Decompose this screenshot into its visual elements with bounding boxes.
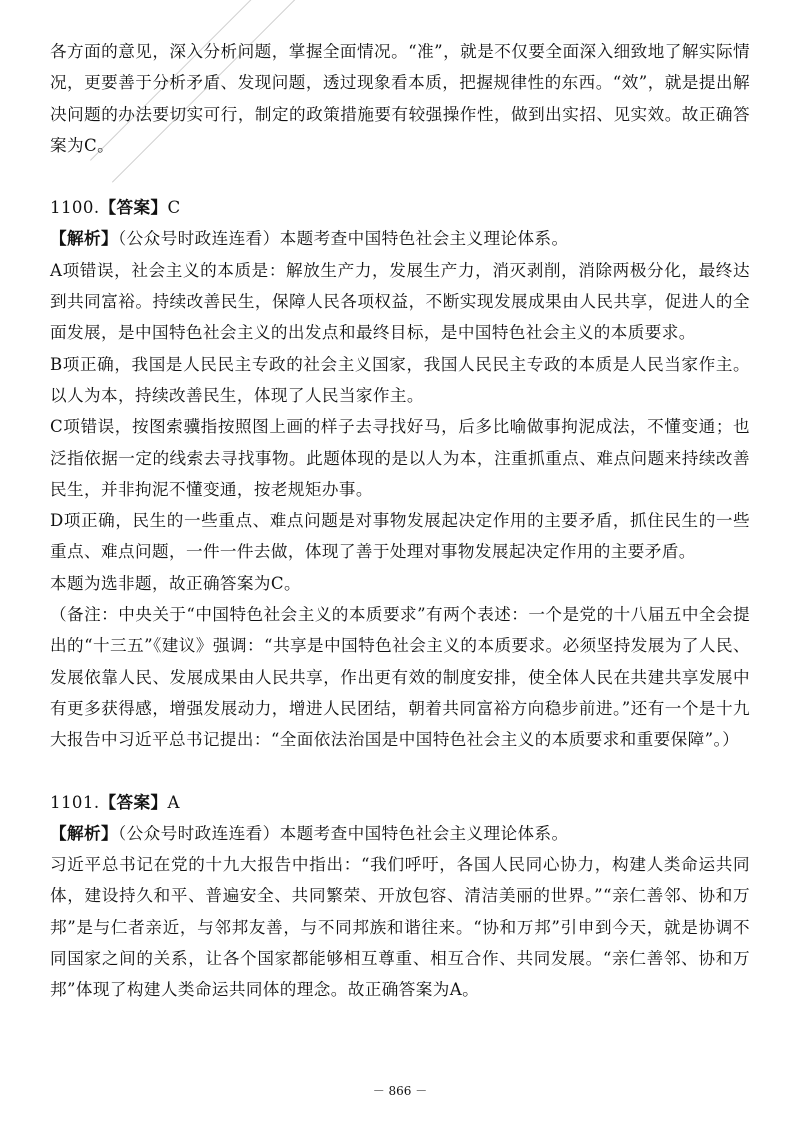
question-number: 1101. bbox=[50, 792, 100, 812]
paragraph-gap bbox=[50, 756, 750, 787]
answer-label: 【答案】 bbox=[99, 197, 168, 218]
analysis-heading bbox=[50, 223, 750, 254]
paragraph: 本题为选非题，故正确答案为C。 bbox=[50, 573, 302, 593]
analysis-label: 【解析】 bbox=[50, 822, 118, 843]
analysis-text: （公众号时政连连看）本题考查中国特色社会主义理论体系。 bbox=[117, 229, 569, 249]
paragraph: A项错误，社会主义的本质是：解放生产力，发展生产力，消灭剥削，消除两极分化，最终达到共同富裕。持续改善民生，保障人民各项权益，不断实现发展成果由人民共享，促进人的全面发展，是中国特色社会主义的出发点和最终目标，是中国特色社会主义的本质要求。 bbox=[50, 260, 750, 343]
analysis-heading bbox=[50, 818, 750, 849]
paragraph: D项正确，民生的一些重点、难点问题是对事物发展起决定作用的主要矛盾，抓住民生的一些重点、难点问题，一件一件去做，体现了善于处理对事物发展起决定作用的主要矛盾。 bbox=[50, 511, 750, 562]
document-body bbox=[50, 36, 750, 1006]
answer-value: A bbox=[167, 792, 180, 812]
answer-label: 【答案】 bbox=[99, 791, 168, 812]
answer-value: C bbox=[167, 198, 181, 218]
page-number: － 866 － bbox=[372, 1084, 428, 1098]
paragraph: 习近平总书记在党的十九大报告中指出：“我们呼吁，各国人民同心协力，构建人类命运共同体，建设持久和平、普遍安全、共同繁荣、开放包容、清洁美丽的世界。”“亲仁善邻、协和万邦”是与仁者亲近，与邻邦友善，与不同邦族和谐往来。“协和万邦”引申到今天，就是协调不同国家之间的关系，让各个国家都能够相互尊重、相互合作、共同发展。“亲仁善邻、协和万邦”体现了构建人类命运共同体的理念。故正确答案为A。 bbox=[50, 855, 750, 1000]
paragraph: B项正确，我国是人民民主专政的社会主义国家，我国人民民主专政的本质是人民当家作主。以人为本，持续改善民生，体现了人民当家作主。 bbox=[50, 354, 750, 405]
answer-heading bbox=[50, 192, 750, 223]
paragraph: C项错误，按图索骥指按照图上画的样子去寻找好马，后多比喻做事拘泥成法，不懂变通；也泛指依据一定的线索去寻找事物。此题体现的是以人为本，注重抓重点、难点问题来持续改善民生，并非拘泥不懂变通，按老规矩办事。 bbox=[50, 417, 750, 499]
paragraph: 各方面的意见，深入分析问题，掌握全面情况。“准”，就是不仅要全面深入细致地了解实际情况，更要善于分析矛盾、发现问题，透过现象看本质，把握规律性的东西。“效”，就是提出解决问题的办法要切实可行，制定的政策措施要有较强操作性，做到出实招、见实效。故正确答案为C。 bbox=[50, 42, 750, 155]
analysis-label: 【解析】 bbox=[50, 228, 118, 249]
analysis-text: （公众号时政连连看）本题考查中国特色社会主义理论体系。 bbox=[117, 823, 569, 843]
question-number: 1100. bbox=[50, 198, 100, 218]
paragraph: （备注：中央关于“中国特色社会主义的本质要求”有两个表述：一个是党的十八届五中全会提出的“十三五”《建议》强调：“共享是中国特色社会主义的本质要求。必须坚持发展为了人民、发展依靠人民、发展成果由人民共享，作出更有效的制度安排，使全体人民在共建共享发展中有更多获得感，增强发展动力，增进人民团结，朝着共同富裕方向稳步前进。”还有一个是十九大报告中习近平总书记提出：“全面依法治国是中国特色社会主义的本质要求和重要保障”。） bbox=[50, 605, 750, 750]
paragraph-gap bbox=[50, 161, 750, 192]
answer-heading bbox=[50, 787, 750, 818]
